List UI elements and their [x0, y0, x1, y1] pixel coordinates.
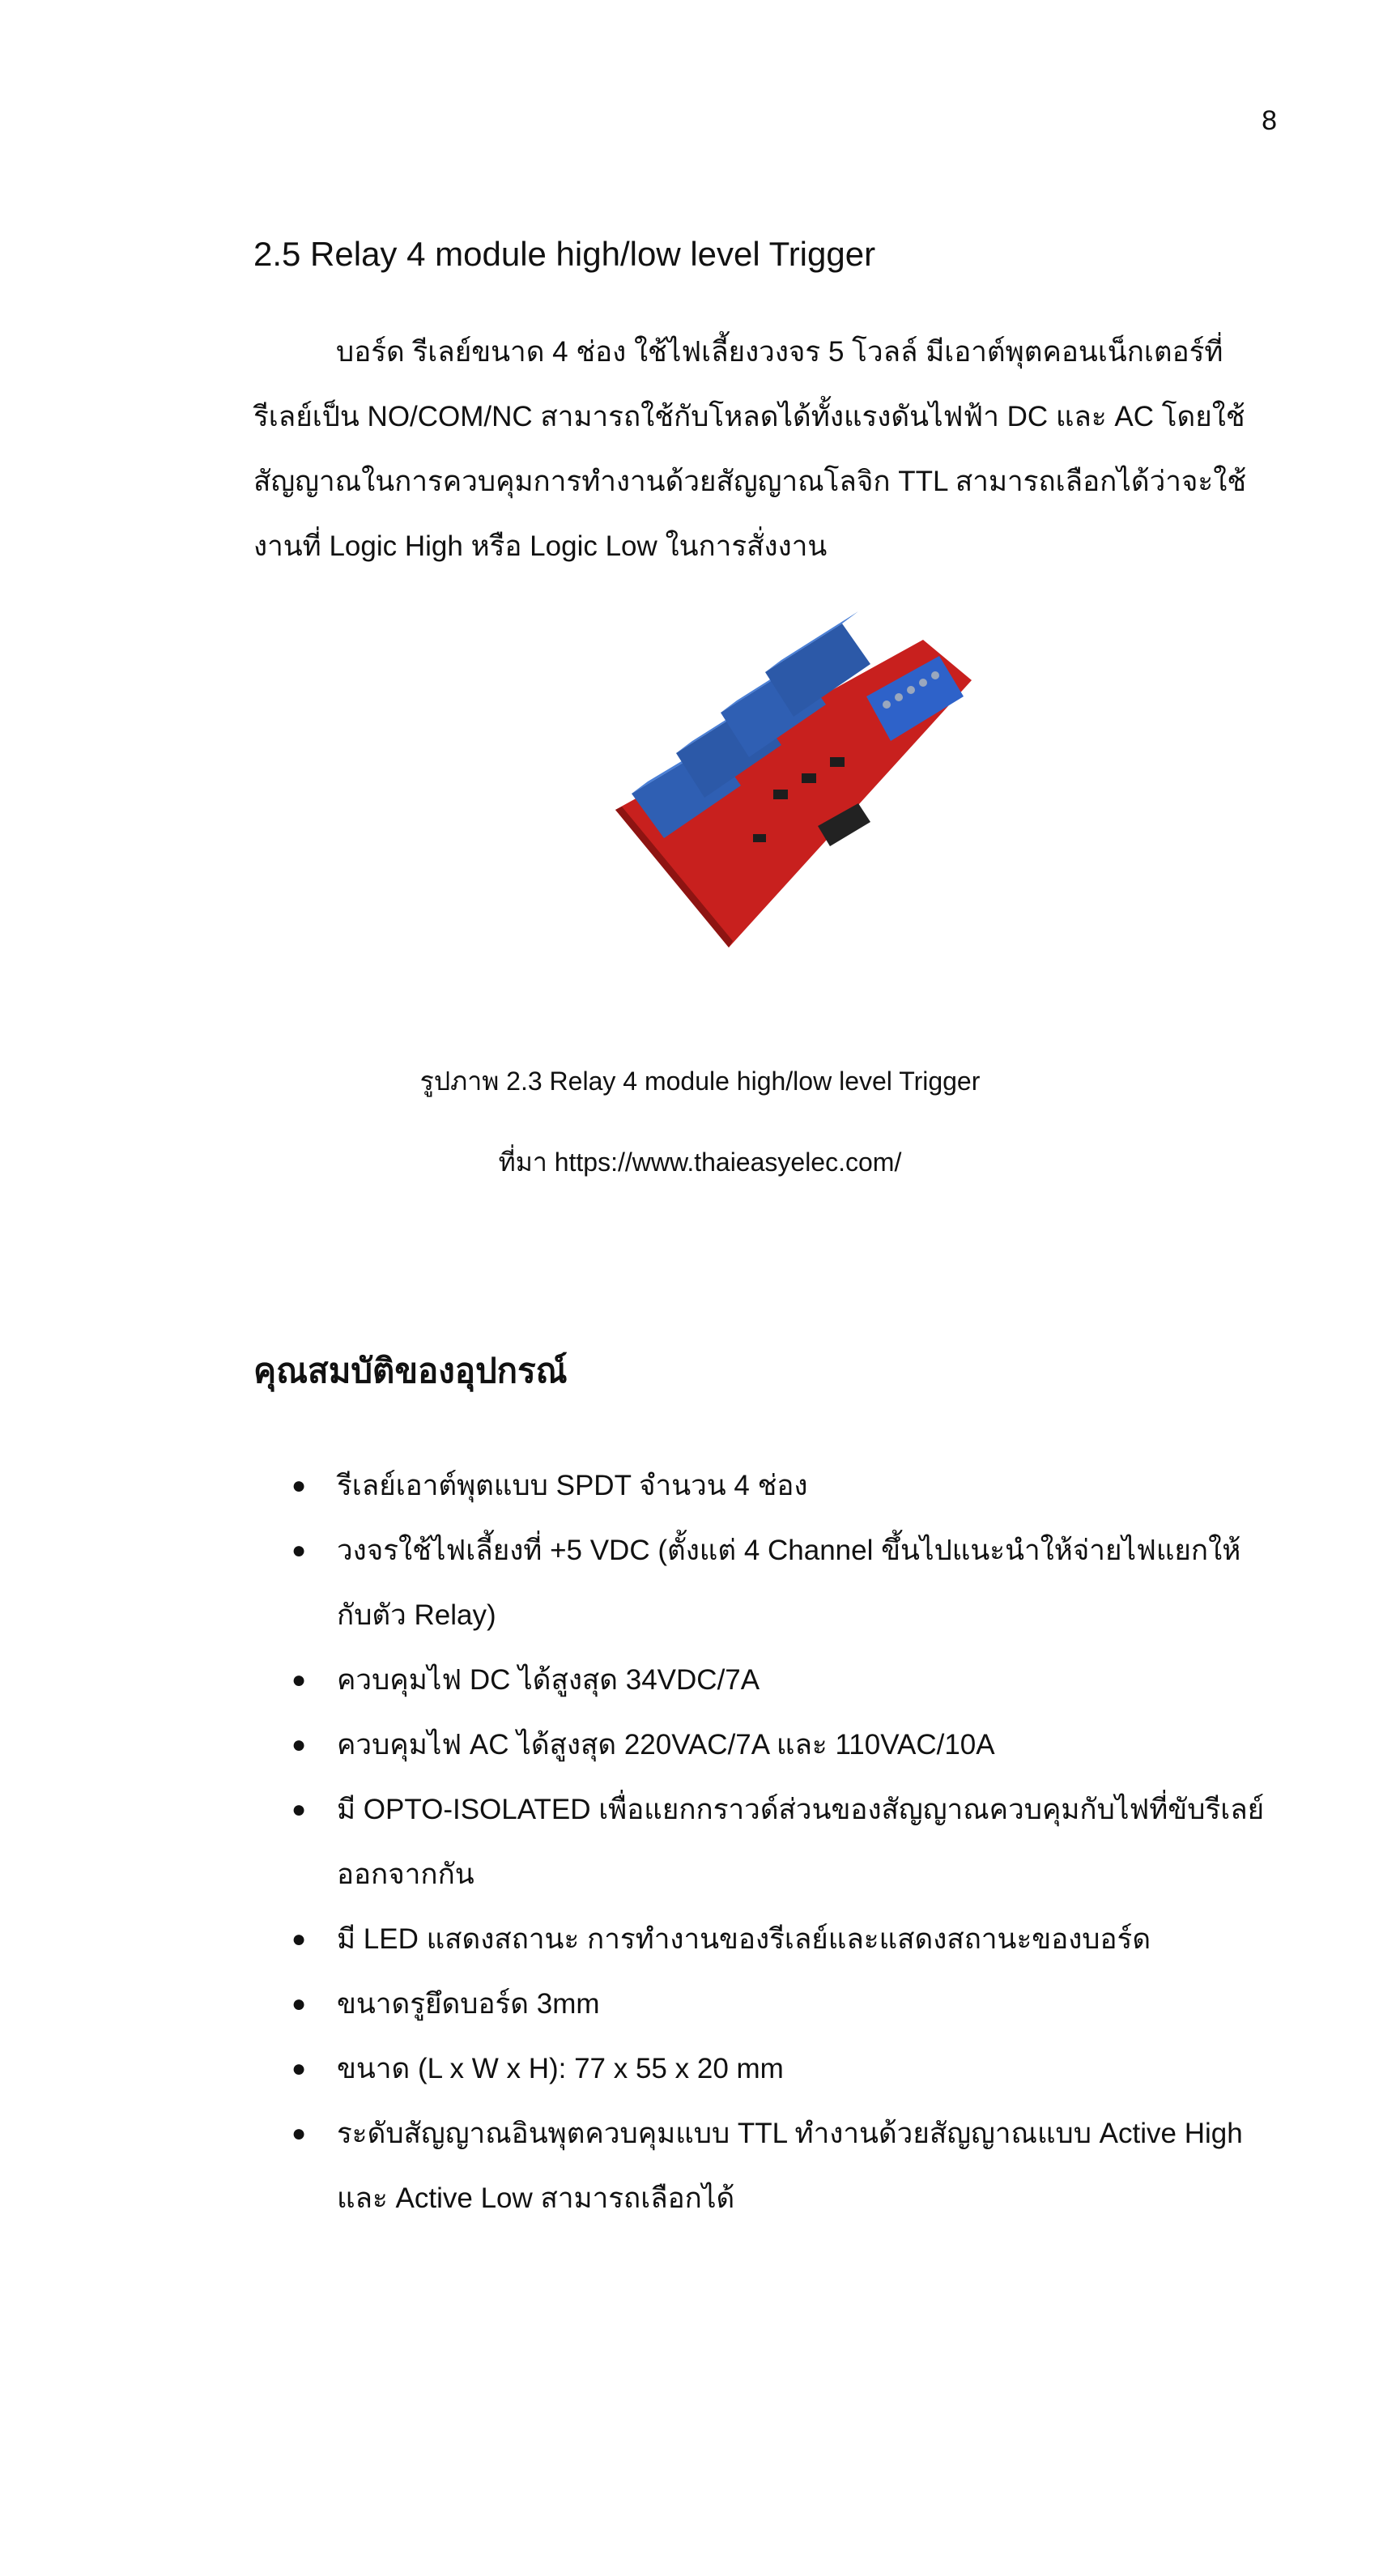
list-item-text: มี LED แสดงสถานะ การทำงานของรีเลย์และแสดงสถานะของบอร์ด — [337, 1923, 1151, 1955]
figure-caption: รูปภาพ 2.3 Relay 4 module high/low level Trigger — [419, 1067, 981, 1096]
list-item-text: วงจรใช้ไฟเลี้ยงที่ +5 VDC (ตั้งแต่ 4 Channel ขึ้นไปแนะนำให้จ่ายไฟแยกให้กับตัว Relay) — [337, 1535, 1241, 1631]
bullet-icon: ● — [291, 1731, 307, 1758]
body-paragraph-text: บอร์ด รีเลย์ขนาด 4 ช่อง ใช้ไฟเลี้ยงวงจร 5 โวลล์ มีเอาต์พุตคอนเน็กเตอร์ที่รีเลย์เป็น NO/COM/NC สามารถใช้กับโหลดได้ทั้งแรงดันไฟฟ้า DC และ AC โดยใช้สัญญาณในการควบคุมการทำงานด้วยสัญญาณโลจิก TTL สามารถเลือกได้ว่าจะใช้งานที่ Logic High หรือ Logic Low ในการสั่งงาน — [253, 336, 1247, 562]
list-item-text: ควบคุมไฟ DC ได้สูงสุด 34VDC/7A — [337, 1664, 760, 1696]
properties-heading: คุณสมบัติของอุปกรณ์ — [253, 1352, 568, 1390]
list-item — [253, 1454, 1275, 1518]
list-item — [253, 1518, 1275, 1648]
bullet-icon: ● — [291, 1926, 307, 1952]
bullet-icon: ● — [291, 1537, 307, 1564]
list-item — [253, 1648, 1275, 1713]
bullet-icon: ● — [291, 2120, 307, 2147]
list-item-text: รีเลย์เอาต์พุตแบบ SPDT จำนวน 4 ช่อง — [337, 1470, 808, 1501]
list-item — [253, 2037, 1275, 2101]
bullet-icon: ● — [291, 1667, 307, 1693]
figure-source: ที่มา https://www.thaieasyelec.com/ — [498, 1147, 902, 1177]
list-item-text: ขนาด (L x W x H): 77 x 55 x 20 mm — [337, 2053, 784, 2084]
list-item — [253, 1907, 1275, 1972]
list-item — [253, 1972, 1275, 2037]
list-item — [253, 2101, 1275, 2231]
page-number: 8 — [1262, 105, 1277, 136]
bullet-icon: ● — [291, 1991, 307, 2017]
relay-module-figure — [599, 591, 1053, 947]
list-item — [253, 1713, 1275, 1778]
list-item-text: ขนาดรูยึดบอร์ด 3mm — [337, 1988, 600, 2020]
bullet-icon: ● — [291, 1472, 307, 1499]
section-heading: 2.5 Relay 4 module high/low level Trigger — [253, 235, 876, 273]
bullet-icon: ● — [291, 2055, 307, 2082]
list-item-text: ควบคุมไฟ AC ได้สูงสุด 220VAC/7A และ 110VAC/10A — [337, 1729, 995, 1761]
relay-module-photo — [599, 591, 1053, 947]
bullet-icon: ● — [291, 1796, 307, 1823]
list-item-text: มี OPTO-ISOLATED เพื่อแยกกราวด์ส่วนของสัญญาณควบคุมกับไฟที่ขับรีเลย์ออกจากกัน — [337, 1794, 1265, 1890]
properties-list — [253, 1454, 1275, 2231]
list-item-text: ระดับสัญญาณอินพุตควบคุมแบบ TTL ทำงานด้วยสัญญาณแบบ Active High และ Active Low สามารถเลือกได้ — [337, 2118, 1243, 2214]
list-item — [253, 1778, 1275, 1907]
body-paragraph — [253, 320, 1275, 579]
